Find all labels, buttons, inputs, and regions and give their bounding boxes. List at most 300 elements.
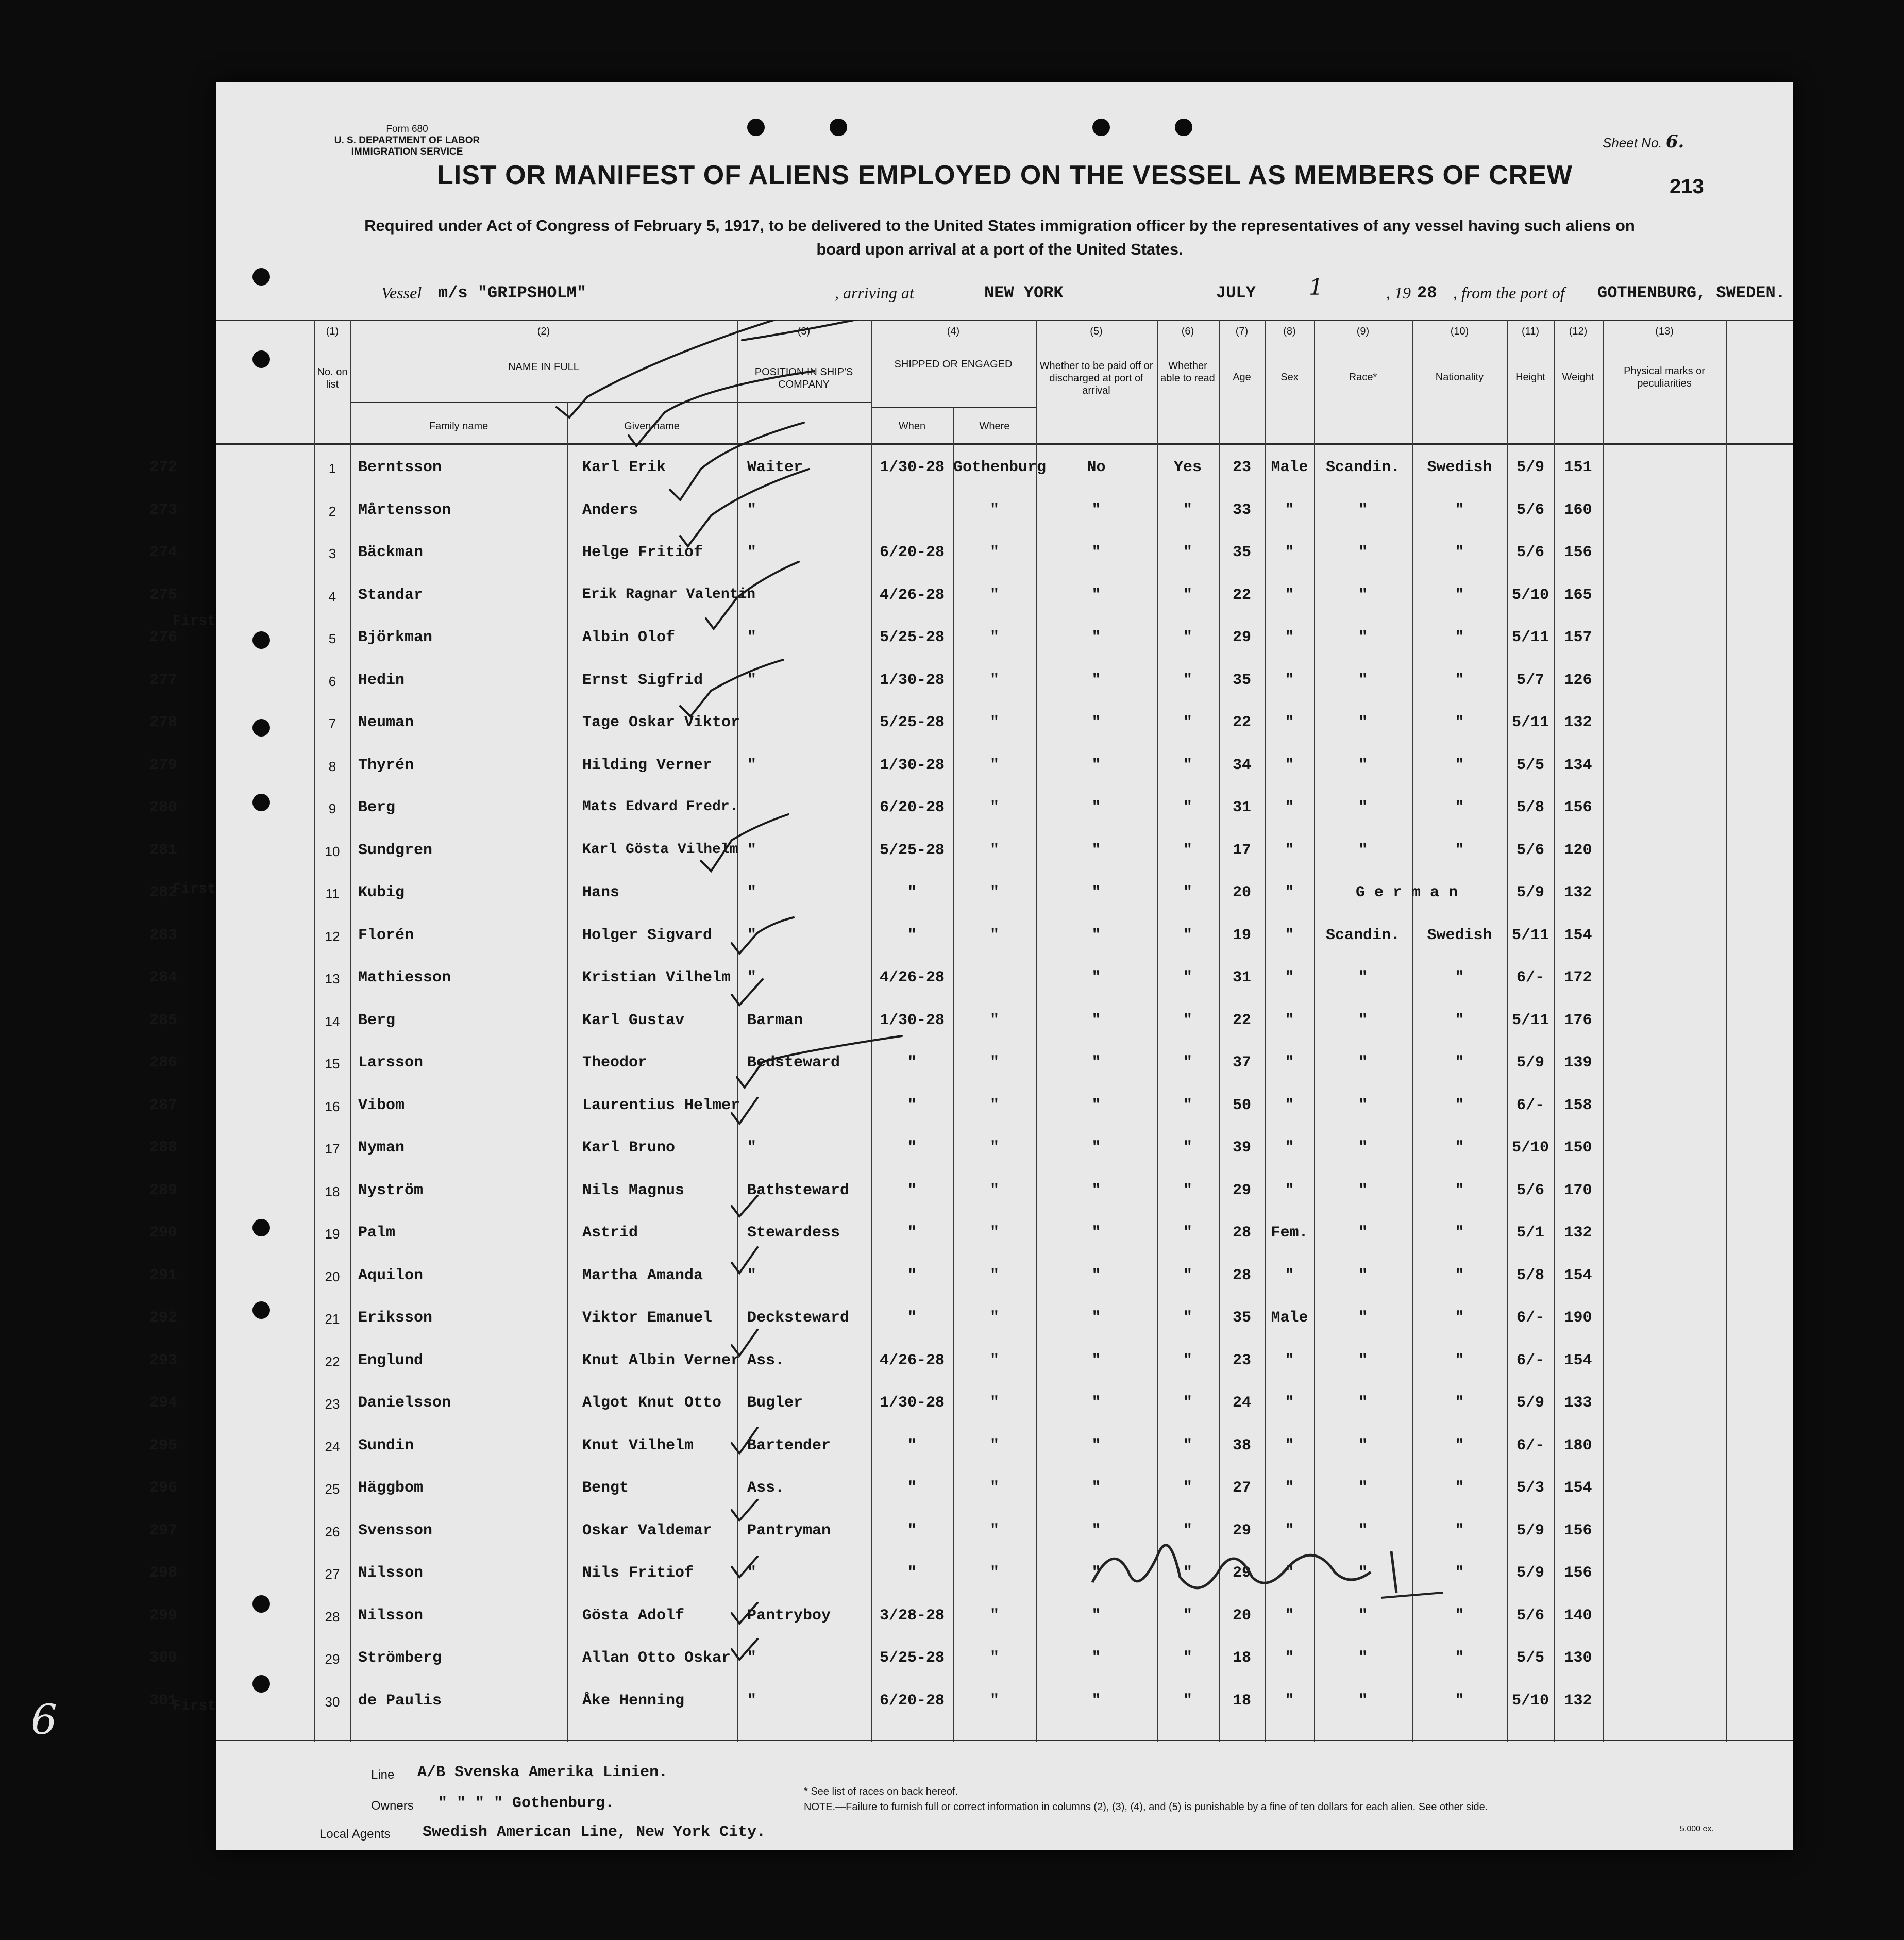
shipped-when-cell: 4/26-28	[879, 586, 945, 604]
shipped-where-cell: "	[989, 756, 999, 774]
given-name-cell: Kristian Vilhelm	[582, 969, 731, 986]
manifest-line-number: 298	[149, 1564, 178, 1582]
weight-cell: 132	[1564, 1224, 1592, 1242]
sheet-number	[1603, 131, 1684, 152]
shipped-when-cell: 5/25-28	[879, 841, 945, 859]
manifest-line-number: 281	[149, 841, 178, 859]
paid-off-cell: "	[1091, 1649, 1101, 1667]
shipped-where-cell: "	[989, 1479, 999, 1497]
manifest-line-number: 289	[149, 1181, 178, 1199]
race-cell: "	[1358, 1521, 1368, 1540]
line-value: A/B Svenska Amerika Linien.	[417, 1764, 668, 1781]
family-name-cell: Thyrén	[358, 756, 414, 774]
list-number-cell: 2	[328, 503, 336, 519]
able-to-read-cell: "	[1183, 1011, 1192, 1029]
nationality-cell: "	[1455, 1139, 1464, 1157]
nationality-cell: "	[1455, 1649, 1464, 1667]
sex-cell: "	[1285, 926, 1294, 944]
able-to-read-cell: "	[1183, 1054, 1192, 1072]
sex-cell: "	[1285, 1436, 1294, 1454]
side-number: 6	[31, 1696, 57, 1744]
race-cell: Scandin.	[1325, 926, 1401, 944]
shipped-when-cell: 3/28-28	[879, 1607, 945, 1625]
manifest-line-number: 290	[149, 1224, 178, 1242]
arrival-port: NEW YORK	[984, 283, 1064, 303]
shipped-when-cell: "	[907, 1181, 917, 1199]
shipped-when-cell: 1/30-28	[879, 756, 945, 774]
shipped-where-cell: "	[989, 1181, 999, 1199]
height-cell: 6/-	[1516, 1436, 1544, 1454]
age-cell: 24	[1232, 1394, 1251, 1412]
list-number-cell: 8	[328, 758, 336, 774]
punch-hole	[830, 119, 847, 136]
sex-cell: "	[1285, 1351, 1294, 1369]
paid-off-cell: "	[1091, 1564, 1101, 1582]
given-name-cell: Oskar Valdemar	[582, 1521, 713, 1540]
family-name-cell: Berg	[358, 1011, 396, 1029]
height-cell: 5/6	[1516, 1607, 1544, 1625]
height-cell: 5/9	[1516, 1564, 1544, 1582]
able-to-read-cell: Yes	[1173, 459, 1202, 476]
paid-off-cell: "	[1091, 1096, 1101, 1114]
manifest-line-number: 293	[149, 1351, 178, 1369]
list-number-cell: 12	[325, 928, 340, 944]
shipped-where-cell: "	[989, 799, 999, 816]
paid-off-cell: "	[1091, 926, 1101, 944]
position-cell: "	[747, 544, 757, 561]
paid-off-cell: "	[1091, 1309, 1101, 1327]
header-family-name: Family name	[429, 421, 488, 432]
age-cell: 22	[1232, 714, 1251, 731]
weight-cell: 156	[1564, 1521, 1592, 1540]
sex-cell: "	[1285, 1011, 1294, 1029]
position-cell: Bartender	[747, 1436, 831, 1454]
shipped-where-cell: "	[989, 714, 999, 731]
manifest-line-number: 300	[149, 1649, 178, 1667]
weight-cell: 156	[1564, 799, 1592, 816]
race-cell: "	[1358, 756, 1368, 774]
margin-note: First	[173, 613, 216, 629]
owners-value: " " " " Gothenburg.	[438, 1795, 615, 1812]
paid-off-cell: "	[1091, 884, 1101, 901]
header-nationality: Nationality	[1435, 372, 1484, 383]
age-cell: 29	[1232, 1564, 1251, 1582]
list-number-cell: 13	[325, 971, 340, 986]
weight-cell: 165	[1564, 586, 1592, 604]
race-cell: "	[1358, 799, 1368, 816]
race-cell: "	[1358, 1692, 1368, 1710]
sex-cell: "	[1285, 1266, 1294, 1284]
list-number-cell: 14	[325, 1013, 340, 1029]
paid-off-cell: "	[1091, 1011, 1101, 1029]
race-cell: "	[1358, 1309, 1368, 1327]
print-run: 5,000 ex.	[1680, 1825, 1714, 1833]
race-cell: "	[1358, 544, 1368, 561]
shipped-when-cell: "	[907, 926, 917, 944]
given-name-cell: Helge Fritiof	[582, 544, 703, 561]
shipped-when-cell: "	[907, 1054, 917, 1072]
list-number-cell: 1	[328, 461, 336, 476]
shipped-when-cell: 4/26-28	[879, 1351, 945, 1369]
paid-off-cell: "	[1091, 1607, 1101, 1625]
height-cell: 5/9	[1516, 459, 1544, 476]
family-name-cell: Nyström	[358, 1181, 424, 1199]
sex-cell: "	[1285, 586, 1294, 604]
position-cell: Barman	[747, 1011, 803, 1029]
shipped-when-cell: 6/20-28	[879, 1692, 945, 1710]
race-cell: Scandin.	[1325, 459, 1401, 476]
paid-off-cell: "	[1091, 629, 1101, 646]
weight-cell: 134	[1564, 756, 1592, 774]
paid-off-cell: "	[1091, 1479, 1101, 1497]
given-name-cell: Mats Edvard Fredr.	[582, 799, 738, 815]
height-cell: 5/11	[1511, 629, 1549, 646]
department-name: U. S. DEPARTMENT OF LABOR	[334, 135, 480, 146]
position-cell: Bathsteward	[747, 1181, 850, 1199]
height-cell: 5/11	[1511, 714, 1549, 731]
shipped-when-cell: 6/20-28	[879, 799, 945, 816]
punch-hole	[1092, 119, 1110, 136]
family-name-cell: Danielsson	[358, 1394, 451, 1412]
height-cell: 5/5	[1516, 1649, 1544, 1667]
family-name-cell: Mathiesson	[358, 969, 451, 986]
race-cell: "	[1358, 1224, 1368, 1242]
list-number-cell: 20	[325, 1268, 340, 1284]
age-cell: 35	[1232, 671, 1251, 689]
able-to-read-cell: "	[1183, 1649, 1192, 1667]
age-cell: 18	[1232, 1692, 1251, 1710]
header-weight: Weight	[1562, 372, 1594, 383]
sex-cell: Male	[1271, 459, 1308, 476]
weight-cell: 154	[1564, 1351, 1592, 1369]
service-name: IMMIGRATION SERVICE	[351, 146, 463, 157]
shipped-when-cell: 1/30-28	[879, 1011, 945, 1029]
nationality-cell: "	[1455, 1309, 1464, 1327]
race-cell: "	[1358, 1011, 1368, 1029]
given-name-cell: Theodor	[582, 1054, 648, 1072]
list-number-cell: 4	[328, 588, 336, 604]
shipped-when-cell: 5/25-28	[879, 1649, 945, 1667]
list-number-cell: 11	[325, 886, 340, 901]
nationality-cell: "	[1455, 1266, 1464, 1284]
family-name-cell: de Paulis	[358, 1692, 442, 1710]
given-name-cell: Holger Sigvard	[582, 926, 713, 944]
age-cell: 35	[1232, 1309, 1251, 1327]
nationality-cell: "	[1455, 1479, 1464, 1497]
position-cell: Pantryboy	[747, 1607, 831, 1625]
list-number-cell: 22	[325, 1353, 340, 1369]
shipped-where-cell: "	[989, 1692, 999, 1710]
shipped-where-cell: "	[989, 926, 999, 944]
document-subtitle: Required under Act of Congress of February 5, 1917, to be delivered to the United States immigration officer by the representatives of any vessel having such aliens on board upon arrival at a port of the United States.	[364, 216, 1635, 258]
sex-cell: "	[1285, 969, 1294, 986]
form-header	[330, 124, 484, 158]
manifest-line-number: 296	[149, 1479, 178, 1497]
shipped-when-cell: "	[907, 1479, 917, 1497]
age-cell: 20	[1232, 884, 1251, 901]
shipped-where-cell: "	[989, 1096, 999, 1114]
check-marks	[216, 320, 1793, 1742]
nationality-cell: "	[1455, 756, 1464, 774]
height-cell: 5/7	[1516, 671, 1544, 689]
weight-cell: 160	[1564, 501, 1592, 519]
weight-cell: 130	[1564, 1649, 1592, 1667]
position-cell: "	[747, 1139, 757, 1157]
header-shipped: SHIPPED OR ENGAGED	[894, 359, 1013, 370]
paid-off-cell: "	[1091, 1224, 1101, 1242]
family-name-cell: Vibom	[358, 1096, 405, 1114]
sex-cell: "	[1285, 1521, 1294, 1540]
age-cell: 29	[1232, 1521, 1251, 1540]
list-number-cell: 6	[328, 673, 336, 689]
shipped-when-cell: 6/20-28	[879, 544, 945, 561]
manifest-line-number: 280	[149, 799, 178, 816]
manifest-line-number: 284	[149, 969, 178, 986]
height-cell: 5/10	[1511, 1692, 1549, 1710]
list-number-cell: 26	[325, 1524, 340, 1540]
paid-off-cell: "	[1091, 799, 1101, 816]
age-cell: 22	[1232, 1011, 1251, 1029]
shipped-when-cell: "	[907, 1309, 917, 1327]
weight-cell: 190	[1564, 1309, 1592, 1327]
family-name-cell: Nyman	[358, 1139, 405, 1157]
given-name-cell: Hans	[582, 884, 620, 901]
position-cell: "	[747, 1266, 757, 1284]
given-name-cell: Viktor Emanuel	[582, 1309, 713, 1327]
manifest-line-number: 301	[149, 1692, 178, 1710]
paid-off-cell: "	[1091, 586, 1101, 604]
sex-cell: "	[1285, 671, 1294, 689]
sex-cell: "	[1285, 1394, 1294, 1412]
able-to-read-cell: "	[1183, 1564, 1192, 1582]
position-cell: "	[747, 756, 757, 774]
agents-value: Swedish American Line, New York City.	[423, 1824, 766, 1841]
col-num-5: (5)	[1090, 326, 1103, 337]
shipped-when-cell: "	[907, 1266, 917, 1284]
manifest-line-number: 276	[149, 629, 178, 646]
nationality-cell: "	[1455, 501, 1464, 519]
list-number-cell: 3	[328, 546, 336, 561]
able-to-read-cell: "	[1183, 586, 1192, 604]
list-number-cell: 9	[328, 801, 336, 816]
given-name-cell: Albin Olof	[582, 629, 676, 646]
header-no-on-list: No. on list	[317, 366, 348, 390]
weight-cell: 154	[1564, 1266, 1592, 1284]
weight-cell: 158	[1564, 1096, 1592, 1114]
paid-off-cell: "	[1091, 1521, 1101, 1540]
nationality-cell: "	[1455, 714, 1464, 731]
given-name-cell: Algot Knut Otto	[582, 1394, 722, 1412]
races-note: * See list of races on back hereof.	[804, 1786, 958, 1797]
shipped-where-cell: Gothenburg	[953, 459, 1047, 476]
sex-cell: Fem.	[1271, 1224, 1308, 1242]
line-label: Line	[371, 1768, 395, 1782]
position-cell: Ass.	[747, 1351, 785, 1369]
height-cell: 6/-	[1516, 969, 1544, 986]
manifest-line-number: 294	[149, 1394, 178, 1412]
col-num-10: (10)	[1450, 326, 1469, 337]
given-name-cell: Nils Fritiof	[582, 1564, 694, 1582]
manifest-line-number: 286	[149, 1054, 178, 1072]
nationality-cell: "	[1455, 629, 1464, 646]
family-name-cell: Bäckman	[358, 544, 424, 561]
race-cell: "	[1358, 586, 1368, 604]
able-to-read-cell: "	[1183, 1266, 1192, 1284]
manifest-line-number: 277	[149, 671, 178, 689]
able-to-read-cell: "	[1183, 1181, 1192, 1199]
age-cell: 29	[1232, 1181, 1251, 1199]
sex-cell: "	[1285, 1607, 1294, 1625]
height-cell: 5/10	[1511, 586, 1549, 604]
col-num-12: (12)	[1569, 326, 1588, 337]
sex-cell: "	[1285, 1649, 1294, 1667]
family-name-cell: Berntsson	[358, 459, 442, 476]
weight-cell: 170	[1564, 1181, 1592, 1199]
port-label: , from the port of	[1453, 283, 1565, 302]
race-cell: "	[1358, 629, 1368, 646]
vessel-label: Vessel	[381, 283, 422, 302]
shipped-where-cell: "	[989, 1054, 999, 1072]
given-name-cell: Erik Ragnar Valentin	[582, 586, 756, 603]
header-height: Height	[1515, 372, 1545, 383]
manifest-line-number: 292	[149, 1309, 178, 1327]
officer-signature	[1082, 1520, 1453, 1613]
shipped-where-cell: "	[989, 629, 999, 646]
sex-cell: "	[1285, 714, 1294, 731]
race-cell: "	[1358, 1394, 1368, 1412]
family-name-cell: Kubig	[358, 884, 405, 901]
punch-hole	[252, 268, 270, 286]
family-name-cell: Palm	[358, 1224, 396, 1242]
paid-off-cell: "	[1091, 969, 1101, 986]
sheet-label: Sheet No.	[1603, 135, 1662, 150]
able-to-read-cell: "	[1183, 926, 1192, 944]
list-number-cell: 29	[325, 1651, 340, 1667]
position-cell: Stewardess	[747, 1224, 840, 1242]
vessel-line	[381, 274, 1785, 304]
weight-cell: 132	[1564, 714, 1592, 731]
year-label: , 19	[1386, 283, 1411, 302]
family-name-cell: Sundgren	[358, 841, 433, 859]
header-given-name: Given name	[624, 421, 680, 432]
position-cell: Ass.	[747, 1479, 785, 1497]
nationality-cell: "	[1455, 1692, 1464, 1710]
able-to-read-cell: "	[1183, 1436, 1192, 1454]
paid-off-cell: "	[1091, 671, 1101, 689]
weight-cell: 156	[1564, 1564, 1592, 1582]
able-to-read-cell: "	[1183, 841, 1192, 859]
age-cell: 23	[1232, 459, 1251, 476]
margin-note: First	[173, 881, 216, 897]
list-number-cell: 23	[325, 1396, 340, 1412]
header-physical-marks: Physical marks or peculiarities	[1624, 365, 1705, 389]
nationality-cell: Swedish	[1427, 926, 1492, 944]
nationality-cell: "	[1455, 1394, 1464, 1412]
paid-off-cell: "	[1091, 1394, 1101, 1412]
race-cell: "	[1358, 1266, 1368, 1284]
shipped-when-cell: 4/26-28	[879, 969, 945, 986]
given-name-cell: Astrid	[582, 1224, 638, 1242]
family-name-cell: Berg	[358, 799, 396, 816]
able-to-read-cell: "	[1183, 1394, 1192, 1412]
form-number: Form 680	[386, 124, 428, 135]
shipped-where-cell: "	[989, 1011, 999, 1029]
shipped-where-cell: "	[989, 1436, 999, 1454]
age-cell: 17	[1232, 841, 1251, 859]
shipped-when-cell: 5/25-28	[879, 629, 945, 646]
list-number-cell: 21	[325, 1311, 340, 1327]
sex-cell: "	[1285, 1692, 1294, 1710]
age-cell: 37	[1232, 1054, 1251, 1072]
family-name-cell: Svensson	[358, 1521, 433, 1540]
nationality-cell: "	[1455, 1436, 1464, 1454]
sheet-value: 6.	[1665, 131, 1684, 152]
arrival-month: JULY	[1216, 283, 1256, 303]
height-cell: 5/8	[1516, 799, 1544, 816]
able-to-read-cell: "	[1183, 1351, 1192, 1369]
age-cell: 23	[1232, 1351, 1251, 1369]
able-to-read-cell: "	[1183, 671, 1192, 689]
manifest-line-number: 285	[149, 1011, 178, 1029]
manifest-line-number: 288	[149, 1139, 178, 1157]
given-name-cell: Nils Magnus	[582, 1181, 685, 1199]
nationality-cell: "	[1455, 586, 1464, 604]
sex-cell: "	[1285, 1564, 1294, 1582]
race-cell: "	[1358, 671, 1368, 689]
position-cell: Pantryman	[747, 1521, 831, 1540]
list-number-cell: 17	[325, 1141, 340, 1157]
punch-hole	[1175, 119, 1192, 136]
nationality-cell: "	[1455, 671, 1464, 689]
shipped-when-cell: "	[907, 884, 917, 901]
age-cell: 31	[1232, 799, 1251, 816]
position-cell: "	[747, 1649, 757, 1667]
header-able-read: Whether able to read	[1160, 360, 1215, 384]
failure-note: NOTE.—Failure to furnish full or correct information in columns (2), (3), (4), and (5) is punishable by a fine of ten dollars for each alien. See other side.	[804, 1801, 1488, 1813]
list-number-cell: 25	[325, 1481, 340, 1497]
shipped-when-cell: "	[907, 1564, 917, 1582]
family-name-cell: Eriksson	[358, 1309, 433, 1327]
age-cell: 29	[1232, 629, 1251, 646]
family-name-cell: Larsson	[358, 1054, 424, 1072]
family-name-cell: Florén	[358, 926, 414, 944]
list-number-cell: 24	[325, 1439, 340, 1454]
nationality-cell: "	[1455, 1054, 1464, 1072]
weight-cell: 132	[1564, 1692, 1592, 1710]
sex-cell: "	[1285, 544, 1294, 561]
col-num-3: (3)	[797, 326, 811, 337]
position-cell: "	[747, 926, 757, 944]
given-name-cell: Karl Gösta Vilhelm	[582, 841, 738, 858]
given-name-cell: Hilding Verner	[582, 756, 713, 774]
manifest-sheet	[149, 82, 1793, 1850]
position-cell: "	[747, 629, 757, 646]
arrival-day: 1	[1309, 274, 1323, 300]
given-name-cell: Knut Vilhelm	[582, 1436, 694, 1454]
family-name-cell: Neuman	[358, 714, 414, 731]
weight-cell: 120	[1564, 841, 1592, 859]
paid-off-cell: "	[1091, 501, 1101, 519]
race-cell: "	[1358, 841, 1368, 859]
list-number-cell: 5	[328, 631, 336, 646]
footer	[216, 1758, 1793, 1850]
vessel-name: m/s "GRIPSHOLM"	[438, 283, 587, 303]
age-cell: 34	[1232, 756, 1251, 774]
paid-off-cell: "	[1091, 1436, 1101, 1454]
able-to-read-cell: "	[1183, 1224, 1192, 1242]
weight-cell: 151	[1564, 459, 1592, 476]
shipped-where-cell: "	[989, 671, 999, 689]
